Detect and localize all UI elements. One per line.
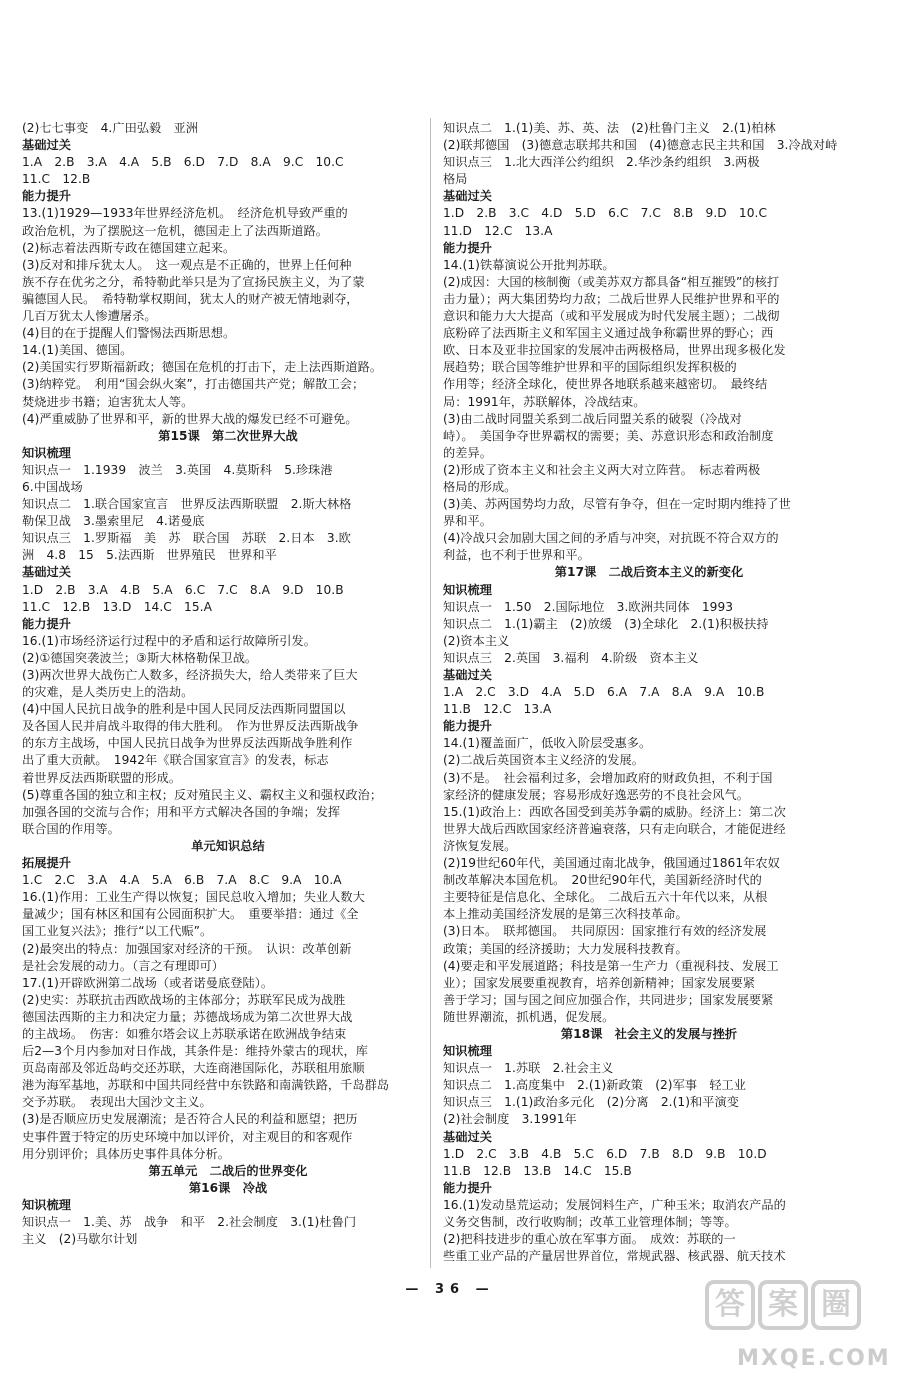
lesson-title: 单元知识总结 <box>191 838 265 853</box>
text-line: 作用等；经济全球化，使世界各地联系越来越密切。 最终结 <box>443 377 768 392</box>
text-line: (3)不是。 社会福利过多，会增加政府的财政负担，不利于国 <box>443 770 773 785</box>
text-line: (2)二战后英国资本主义经济的发展。 <box>443 753 644 768</box>
text-line: (3)两次世界大战伤亡人数多，经济损失大，给人类带来了巨大 <box>22 668 358 682</box>
text-line: 的主战场。 伤害：如雅尔塔会议上苏联承诺在欧洲战争结束 <box>22 1026 347 1041</box>
text-line: 家经济的健康发展；容易形成好逸恶劳的不良社会风气。 <box>443 787 749 802</box>
section-heading: 知识梳理 <box>443 582 492 597</box>
section-heading: 能力提升 <box>443 240 492 255</box>
text-line: 是社会发展的动力。（言之有理即可） <box>22 958 224 973</box>
watermark-seal <box>705 1280 890 1340</box>
section-heading: 基础过关 <box>443 668 492 682</box>
text-line: 11.B 12.B 13.B 14.C 15.B <box>443 1163 632 1178</box>
text-line: (2)①德国突袭波兰；③斯大林格勒保卫战。 <box>22 650 258 665</box>
text-line: (4)中国人民抗日战争的胜利是中国人民同反法西斯同盟国以 <box>22 702 346 717</box>
text-line: 16.(1)作用：工业生产得以恢复；国民总收入增加；失业人数大 <box>22 890 365 905</box>
text-line: 后2—3个月内参加对日作战，其条件是：维持外蒙古的现状，库 <box>22 1044 369 1059</box>
text-line: (4)要走和平发展道路；科技是第一生产力（重视科技、发展工 <box>443 958 779 973</box>
text-line: (3)由二战时同盟关系到二战后同盟关系的破裂（冷战对 <box>443 411 742 426</box>
text-line: (2)社会制度 3.1991年 <box>443 1112 577 1127</box>
text-line: 知识点一 1.50 2.国际地位 3.欧洲共同体 1993 <box>443 599 734 614</box>
watermark-char: 案 <box>758 1280 808 1330</box>
section-heading: 基础过关 <box>22 138 71 153</box>
section-heading: 知识梳理 <box>22 1197 71 1212</box>
lesson-title: 第18课 社会主义的发展与挫折 <box>560 1026 738 1041</box>
text-line: 知识点三 1.北大西洋公约组织 2.华沙条约组织 3.两极 <box>443 155 760 170</box>
text-line: 17.(1)开辟欧洲第二战场（或者诺曼底登陆）。 <box>22 975 274 990</box>
text-line: (4)目的在于提醒人们警惕法西斯思想。 <box>22 326 236 341</box>
text-line: 港为海军基地，苏联和中国共同经营中东铁路和南满铁路，千岛群岛 <box>22 1078 390 1093</box>
text-line: 焚烧进步书籍；迫害犹太人等。 <box>22 394 194 409</box>
text-line: (3)纳粹党。 利用“国会纵火案”，打击德国共产党；解散工会； <box>22 377 365 392</box>
text-line: 世界大战后西欧国家经济普遍衰落，只有走向联合，才能促进经 <box>443 821 786 836</box>
text-line: 出了重大贡献。 1942年《联合国家宣言》的发表，标志 <box>22 753 329 768</box>
text-line: 些重工业产品的产量居世界首位，常规武器、核武器、航天技术 <box>443 1249 786 1264</box>
section-heading: 能力提升 <box>443 1180 492 1195</box>
text-line: 格局 <box>443 172 468 187</box>
text-line: 几百万犹太人惨遭屠杀。 <box>22 309 157 324</box>
text-line: 知识点三 1.(1)政治多元化 (2)分离 2.(1)和平演变 <box>443 1095 739 1110</box>
text-line: 政治危机，为了摆脱这一危机，德国走上了法西斯道路。 <box>22 223 328 238</box>
watermark-url: MXQE.COM <box>737 1346 891 1371</box>
watermark-logo <box>705 1280 890 1380</box>
text-line: 1.A 2.B 3.A 4.A 5.B 6.D 7.D 8.A 9.C 10.C <box>22 155 344 170</box>
text-line: (5)尊重各国的独立和主权；反对殖民主义、霸权主义和强权政治； <box>22 787 383 802</box>
section-heading: 基础过关 <box>443 189 492 204</box>
text-line: 勒保卫战 3.墨索里尼 4.诺曼底 <box>22 514 205 529</box>
text-line: 知识点三 1.罗斯福 美 苏 联合国 苏联 2.日本 3.欧 <box>22 531 351 546</box>
text-line: 6.中国战场 <box>22 479 83 494</box>
text-line: 格局的形成。 <box>443 479 517 494</box>
lesson-title: 第15课 第二次世界大战 <box>158 428 298 443</box>
text-line: (4)冷战只会加剧大国之间的矛盾与冲突，对抗既不符合双方的 <box>443 531 779 546</box>
text-line: (2)最突出的特点：加强国家对经济的干预。 认识：改革创新 <box>22 941 352 956</box>
text-line: 随世界潮流，抓机遇，促发展。 <box>443 1009 615 1024</box>
watermark-char: 圈 <box>811 1280 861 1330</box>
text-line: 知识点二 1.联合国家宣言 世界反法西斯联盟 2.斯大林格 <box>22 497 352 512</box>
column-divider <box>430 118 431 1268</box>
section-heading: 基础过关 <box>443 1129 492 1144</box>
text-line: 1.C 2.C 3.A 4.A 5.A 6.B 7.A 8.C 9.A 10.A <box>22 873 342 888</box>
text-line: 局：1991年，苏联解体，冷战结束。 <box>443 394 646 409</box>
text-line: 14.(1)铁幕演说公开批判苏联。 <box>443 257 615 272</box>
text-line: 史事件置于特定的历史环境中加以评价，对主观目的和客观作 <box>22 1129 353 1144</box>
text-line: 善于学习；国与国之间应加强合作，共同进步；国家发展要紧 <box>443 992 774 1007</box>
text-line: (2)成因：大国的核制衡（或美苏双方都具备“相互摧毁”的核打 <box>443 274 780 289</box>
text-line: 制改革解决本国危机。 20世纪90年代，美国新经济时代的 <box>443 873 762 888</box>
text-line: 及各国人民并肩战斗取得的伟大胜利。 作为世界反法西斯战争 <box>22 719 359 734</box>
text-line: 交予苏联。 表现出大国沙文主义。 <box>22 1095 212 1110</box>
text-line: 界和平。 <box>443 514 492 529</box>
text-line: 11.D 12.C 13.A <box>443 223 553 238</box>
lesson-title: 第16课 冷战 <box>188 1180 268 1195</box>
left-column <box>22 120 434 1248</box>
text-line: (3)美、苏两国势均力敌，尽管有争夺，但在一定时期内维持了世 <box>443 497 791 512</box>
text-line: 知识点一 1.苏联 2.社会主义 <box>443 1061 614 1076</box>
text-line: (2)美国实行罗斯福新政；德国在危机的打击下，走上法西斯道路。 <box>22 360 383 375</box>
text-line: (2)形成了资本主义和社会主义两大对立阵营。 标志着两极 <box>443 462 761 477</box>
text-line: 13.(1)1929—1933年世界经济危机。 经济危机导致严重的 <box>22 206 348 221</box>
section-heading: 能力提升 <box>443 719 492 734</box>
text-line: 14.(1)覆盖面广，低收入阶层受惠多。 <box>443 736 652 751</box>
text-line: 知识点二 1.高度集中 2.(1)新政策 (2)军事 轻工业 <box>443 1078 747 1093</box>
text-line: 11.C 12.B <box>22 172 91 187</box>
page-number: — 36 — <box>405 1282 495 1297</box>
text-line: 击力量）；两大集团势均力敌；二战后世界人民维护世界和平的 <box>443 291 780 306</box>
text-line: 峙）。 美国争夺世界霸权的需要；美、苏意识形态和政治制度 <box>443 428 774 443</box>
text-line: 联合国的作用等。 <box>22 821 120 836</box>
text-line: 11.C 12.B 13.D 14.C 15.A <box>22 599 212 614</box>
text-line: (3)是否顺应历史发展潮流；是否符合人民的利益和愿望；把历 <box>22 1112 358 1127</box>
text-line: (2)19世纪60年代，美国通过南北战争，俄国通过1861年农奴 <box>443 856 780 871</box>
text-line: (2)资本主义 <box>443 633 510 648</box>
section-heading: 知识梳理 <box>22 445 71 460</box>
right-column <box>443 120 855 1265</box>
text-line: (2)联邦德国 (3)德意志联邦共和国 (4)德意志民主共和国 3.冷战对峙 <box>443 138 838 153</box>
text-line: 政策；美国的经济援助；大力发展科技教育。 <box>443 941 688 956</box>
text-line: 的东方主战场，中国人民抗日战争为世界反法西斯战争胜利作 <box>22 736 353 751</box>
text-line: 14.(1)美国、德国。 <box>22 343 133 358</box>
text-line: 16.(1)市场经济运行过程中的矛盾和运行故障所引发。 <box>22 633 316 648</box>
section-heading: 基础过关 <box>22 565 71 580</box>
text-line: (3)反对和排斥犹太人。 这一观点是不正确的，世界上任何种 <box>22 257 352 272</box>
text-line: 1.D 2.B 3.A 4.B 5.A 6.C 7.C 8.A 9.D 10.B <box>22 582 344 597</box>
text-line: 1.A 2.C 3.D 4.A 5.D 6.A 7.A 8.A 9.A 10.B <box>443 685 765 700</box>
text-line: 11.B 12.C 13.A <box>443 702 552 717</box>
text-line: 展趋势；联合国等维护世界和平的国际组织发挥积极的 <box>443 360 737 375</box>
text-line: 知识点一 1.1939 波兰 3.英国 4.莫斯科 5.珍珠港 <box>22 462 333 477</box>
text-line: 意识和能力大大提高（或和平发展成为时代发展主题）；二战彻 <box>443 309 780 324</box>
text-line: 底粉碎了法西斯主义和军国主义通过战争称霸世界的野心；西 <box>443 326 774 341</box>
lesson-title: 第五单元 二战后的世界变化 <box>148 1163 308 1178</box>
text-line: 德国法西斯的主力和决定力量；苏德战场成为第二次世界大战 <box>22 1009 353 1024</box>
text-line: 骗德国人民。 希特勒掌权期间，犹太人的财产被无情地剥夺， <box>22 291 359 306</box>
text-line: 知识点二 1.(1)霸主 (2)放缓 (3)全球化 2.(1)积极扶持 <box>443 616 769 631</box>
lesson-title: 第17课 二战后资本主义的新变化 <box>554 565 744 580</box>
text-line: 的灾难，是人类历史上的浩劫。 <box>22 685 194 700</box>
text-line: 利益，也不利于世界和平。 <box>443 548 590 563</box>
text-line: (2)标志着法西斯专政在德国建立起来。 <box>22 240 236 255</box>
text-line: 本上推动美国经济发展的是第三次科技革命。 <box>443 907 688 922</box>
text-line: (4)严重威胁了世界和平，新的世界大战的爆发已经不可避免。 <box>22 411 358 426</box>
section-heading: 拓展提升 <box>22 856 71 871</box>
text-line: 知识点二 1.(1)美、苏、英、法 (2)杜鲁门主义 2.(1)柏林 <box>443 121 776 135</box>
text-line: 加强各国的交流与合作；用和平方式解决各国的争端；发挥 <box>22 804 341 819</box>
text-line: 主义 (2)马歇尔计划 <box>22 1232 138 1247</box>
section-heading: 知识梳理 <box>443 1044 492 1059</box>
text-line: 欧、日本及亚非拉国家的发展冲击两极格局，世界出现多极化发 <box>443 343 786 358</box>
text-line: 着世界反法西斯联盟的形成。 <box>22 770 182 785</box>
text-line: (3)日本。 联邦德国。 共同原因：国家推行有效的经济发展 <box>443 924 767 939</box>
text-line: 族不存在优劣之分，希特勒此举只是为了宣扬民族主义，为了蒙 <box>22 274 365 289</box>
text-line: (2)把科技进步的重心放在军事方面。 成效：苏联的一 <box>443 1232 736 1247</box>
text-line: 1.D 2.B 3.C 4.D 5.D 6.C 7.C 8.B 9.D 10.C <box>443 206 768 221</box>
text-line: 主要特征是信息化、全球化。 二战后五六十年代以来，从根 <box>443 890 768 905</box>
text-line: 的差异。 <box>443 445 492 460</box>
watermark-char: 答 <box>705 1280 755 1330</box>
text-line: 国工业复兴法》；推行“以工代赈”。 <box>22 924 213 939</box>
text-line: (2)七七事变 4.广田弘毅 亚洲 <box>22 121 198 135</box>
section-heading: 能力提升 <box>22 616 71 631</box>
text-line: 义务交售制，改行收购制；改革工业管理体制；等等。 <box>443 1215 737 1229</box>
text-line: 知识点三 2.英国 3.福利 4.阶级 资本主义 <box>443 650 699 665</box>
text-line: 16.(1)发动垦荒运动；发展饲料生产，广种玉米；取消农产品的 <box>443 1197 786 1212</box>
text-line: 量减少；国有林区和国有公园面积扩大。 重要举措：通过《全 <box>22 907 359 922</box>
section-heading: 能力提升 <box>22 189 71 204</box>
text-line: 洲 4.8 15 5.法西斯 世界殖民 世界和平 <box>22 548 277 563</box>
text-line: 1.D 2.C 3.B 4.B 5.C 6.D 7.B 8.D 9.B 10.D <box>443 1146 767 1161</box>
text-line: 用分别评价；具体历史事件具体分析。 <box>22 1146 231 1161</box>
text-line: (2)史实：苏联抗击西欧战场的主体部分；苏联军民成为战胜 <box>22 992 346 1007</box>
text-line: 页岛南部及邻近岛屿交还苏联，大连商港国际化，苏联租用旅顺 <box>22 1061 365 1076</box>
text-line: 15.(1)政治上：西欧各国受到美苏争霸的威胁。经济上：第二次 <box>443 804 786 819</box>
text-line: 业）；国家发展要重视教育，培养创新精神；国家发展要紧 <box>443 975 756 990</box>
text-line: 济恢复发展。 <box>443 838 517 853</box>
text-line: 知识点一 1.美、苏 战争 和平 2.社会制度 3.(1)杜鲁门 <box>22 1215 357 1229</box>
